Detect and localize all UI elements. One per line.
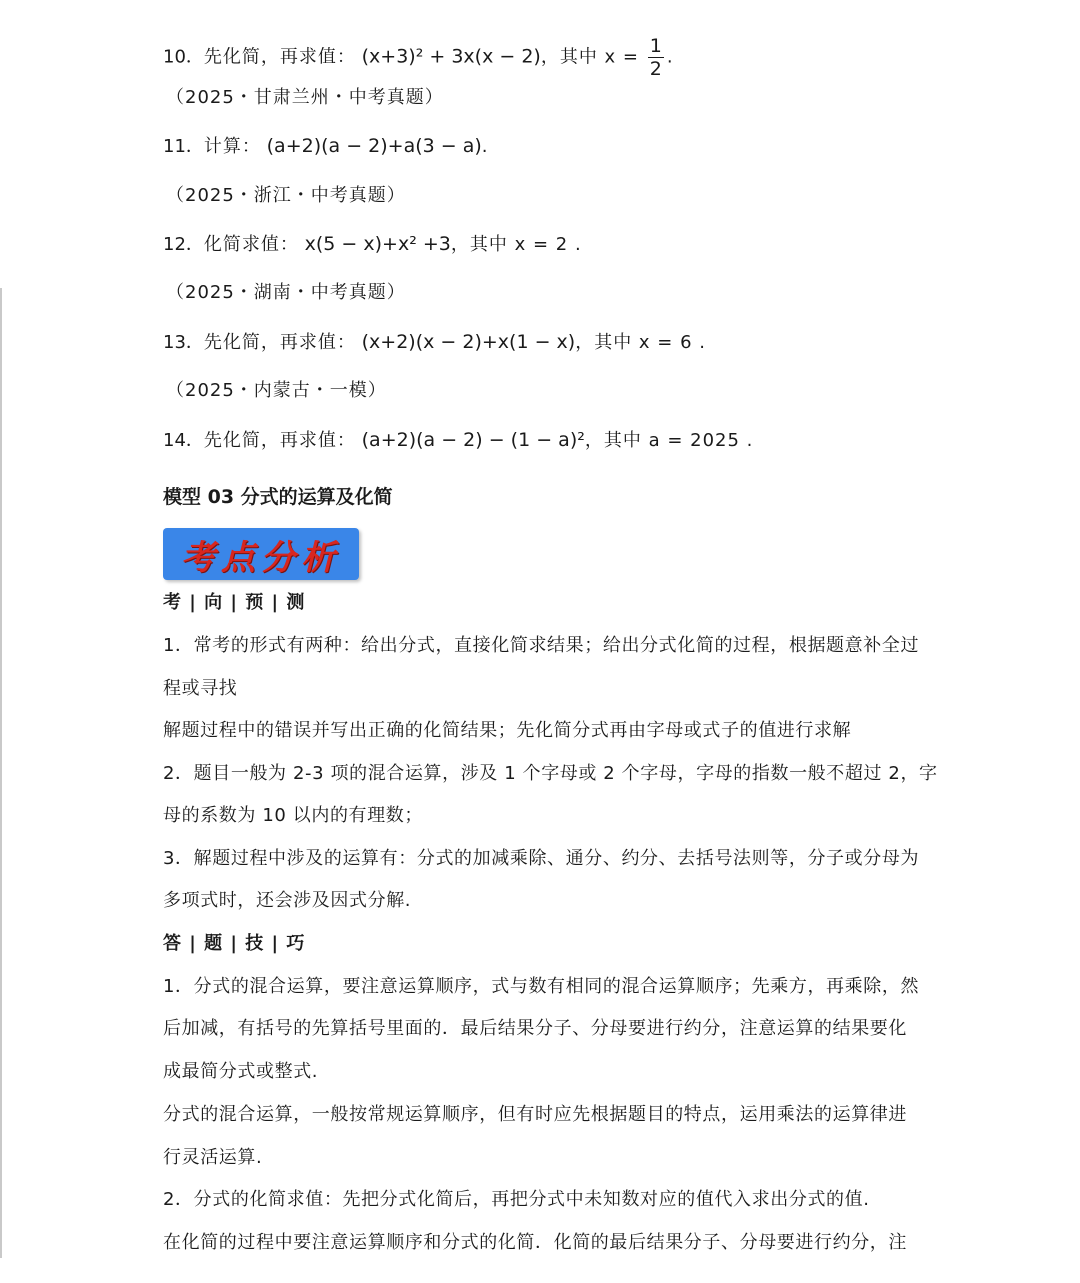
source-note: （2025・湖南・中考真题）	[166, 282, 406, 303]
paragraph-line: 母的系数为 10 以内的有理数；	[163, 805, 423, 826]
paragraph-line: 分式的混合运算，一般按常规运算顺序，但有时应先根据题目的特点，运用乘法的运算律进	[163, 1104, 907, 1125]
paragraph-line: 1．分式的混合运算，要注意运算顺序，式与数有相同的混合运算顺序；先乘方，再乘除，然	[163, 976, 920, 997]
fraction-one-half	[648, 35, 664, 80]
problem-prefix: 计算：	[203, 136, 261, 157]
problem-expression: (a+2)(a − 2)+a(3 − a)	[266, 135, 482, 157]
problem-prefix: 化简求值：	[203, 234, 299, 255]
problem-suffix: ，其中 x = 6 .	[575, 332, 706, 353]
problem-number: 10．	[163, 46, 204, 68]
source-note: （2025・甘肃兰州・中考真题）	[166, 87, 444, 108]
problem-expression: (a+2)(a − 2) − (1 − a)²	[361, 429, 585, 451]
source-note: （2025・内蒙古・一模）	[166, 380, 387, 401]
problem-prefix: 先化简，再求值：	[203, 46, 356, 68]
model-heading: 模型 03 分式的运算及化简	[163, 486, 393, 508]
page-edge-divider	[0, 288, 2, 1258]
source-note: （2025・浙江・中考真题）	[166, 185, 406, 206]
paragraph-line: 3．解题过程中涉及的运算有：分式的加减乘除、通分、约分、去括号法则等，分子或分母为	[163, 848, 920, 869]
problem-prefix: 先化简，再求值：	[203, 332, 356, 353]
problem-suffix: ，其中 x =	[540, 46, 640, 68]
problem-14	[163, 427, 753, 454]
paragraph-line: 成最简分式或整式.	[163, 1061, 319, 1082]
problem-prefix: 先化简，再求值：	[203, 430, 356, 451]
paragraph-line: 1．常考的形式有两种：给出分式，直接化简求结果；给出分式化简的过程，根据题意补全过	[163, 635, 920, 656]
problem-number: 13．	[163, 332, 204, 353]
paragraph-line: 在化简的过程中要注意运算顺序和分式的化简．化简的最后结果分子、分母要进行约分，注	[163, 1232, 907, 1253]
problem-expression: (x+3)² + 3x(x − 2)	[361, 45, 541, 68]
paragraph-line: 多项式时，还会涉及因式分解.	[163, 890, 412, 911]
paragraph-line: 行灵活运算.	[163, 1147, 263, 1168]
problem-13	[163, 329, 706, 356]
analysis-badge	[163, 528, 359, 580]
paragraph-line: 2．题目一般为 2-3 项的混合运算，涉及 1 个字母或 2 个字母，字母的指数一般不超过 2，字	[163, 763, 938, 784]
fraction-numerator: 1	[649, 35, 662, 57]
paragraph-line: 后加减，有括号的先算括号里面的．最后结果分子、分母要进行约分，注意运算的结果要化	[163, 1018, 907, 1039]
problem-number: 11．	[163, 136, 204, 157]
problem-number: 14．	[163, 430, 204, 451]
problem-suffix: .	[481, 136, 488, 157]
problem-suffix: ，其中 a = 2025 .	[584, 430, 754, 451]
section-title-forecast: 考 | 向 | 预 | 测	[163, 592, 306, 613]
problem-expression: (x+2)(x − 2)+x(1 − x)	[361, 331, 576, 353]
paragraph-line: 程或寻找	[163, 678, 238, 699]
problem-10	[163, 35, 673, 80]
problem-end: .	[666, 46, 673, 68]
problem-expression: x(5 − x)+x² +3	[304, 233, 451, 255]
fraction-denominator: 2	[649, 58, 662, 80]
section-title-tips: 答 | 题 | 技 | 巧	[163, 933, 306, 954]
badge-label: 考点分析	[181, 537, 341, 578]
problem-11	[163, 133, 488, 160]
paragraph-line: 2．分式的化简求值：先把分式化简后，再把分式中未知数对应的值代入求出分式的值.	[163, 1189, 870, 1210]
problem-suffix: ，其中 x = 2 .	[450, 234, 582, 255]
paragraph-line: 解题过程中的错误并写出正确的化简结果；先化简分式再由字母或式子的值进行求解	[163, 720, 852, 741]
problem-12	[163, 231, 582, 258]
problem-number: 12．	[163, 234, 204, 255]
